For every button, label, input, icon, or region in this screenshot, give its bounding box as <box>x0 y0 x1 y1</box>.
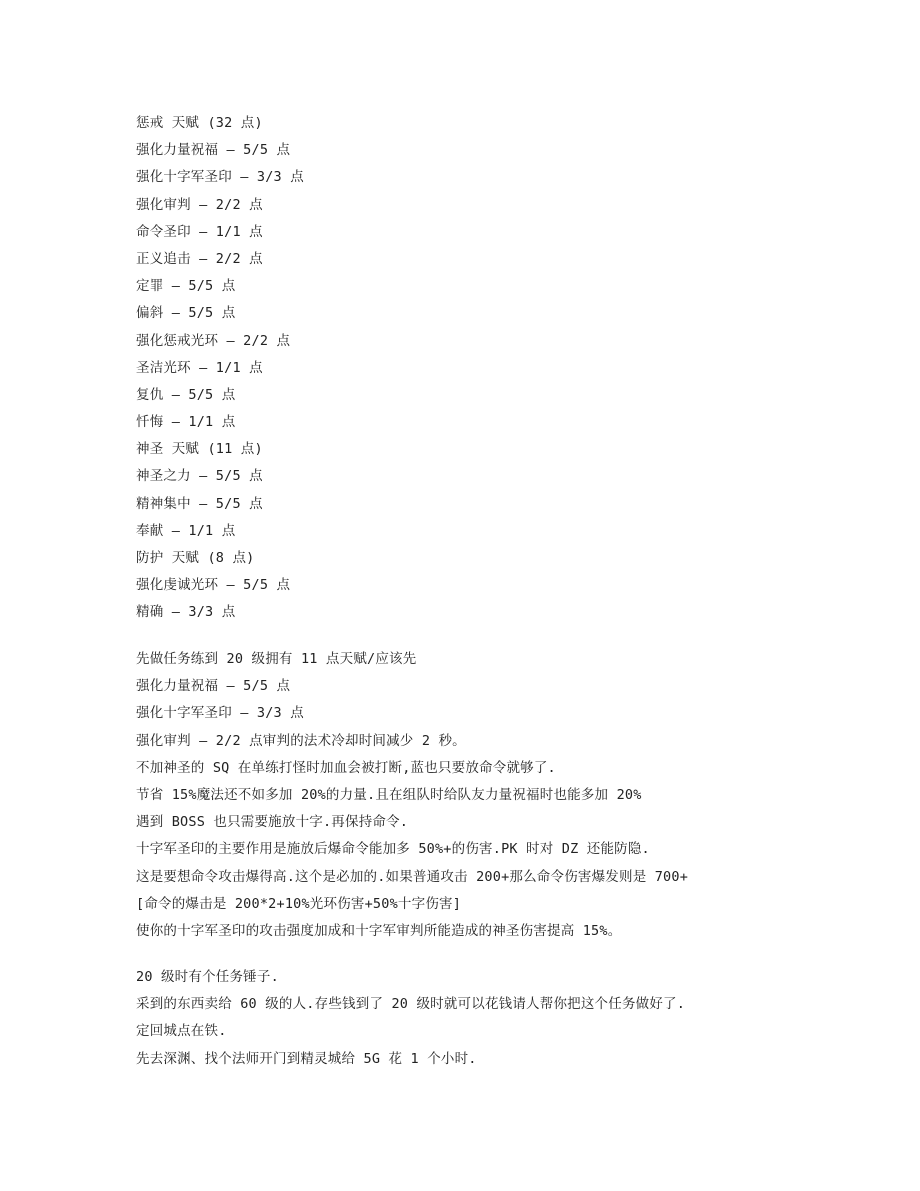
text-line: 强化虔诚光环 – 5/5 点 <box>136 577 291 594</box>
text-line: 命令圣印 – 1/1 点 <box>136 223 263 240</box>
text-line: 精神集中 – 5/5 点 <box>136 495 263 512</box>
text-line: 忏悔 – 1/1 点 <box>136 414 236 431</box>
text-line: 不加神圣的 SQ 在单练打怪时加血会被打断,蓝也只要放命令就够了. <box>136 759 556 776</box>
text-line: 正义追击 – 2/2 点 <box>136 250 263 267</box>
text-line: 强化力量祝福 – 5/5 点 <box>136 678 291 695</box>
text-line: 强化惩戒光环 – 2/2 点 <box>136 332 291 349</box>
text-line: 这是要想命令攻击爆得高.这个是必加的.如果普通攻击 200+那么命令伤害爆发则是 700+ <box>136 868 689 885</box>
text-line: 强化十字军圣印 – 3/3 点 <box>136 705 304 722</box>
text-line: 定罪 – 5/5 点 <box>136 278 236 295</box>
text-line: 先做任务练到 20 级拥有 11 点天赋/应该先 <box>136 651 417 667</box>
section-heading-protection: 防护 天赋 (8 点) <box>136 550 255 566</box>
text-line: 圣洁光环 – 1/1 点 <box>136 359 263 376</box>
text-line: 强化十字军圣印 – 3/3 点 <box>136 169 304 186</box>
text-line: [命令的爆击是 200*2+10%光环伤害+50%十字伤害] <box>136 895 462 912</box>
text-line: 十字军圣印的主要作用是施放后爆命令能加多 50%+的伤害.PK 时对 DZ 还能防隐. <box>136 841 650 858</box>
text-line: 遇到 BOSS 也只需要施放十字.再保持命令. <box>136 814 409 831</box>
section-heading-retribution: 惩戒 天赋 (32 点) <box>136 115 263 131</box>
text-line: 奉献 – 1/1 点 <box>136 522 236 539</box>
text-line: 神圣之力 – 5/5 点 <box>136 468 263 485</box>
text-line: 强化审判 – 2/2 点审判的法术冷却时间减少 2 秒。 <box>136 732 466 749</box>
text-line: 节省 15%魔法还不如多加 20%的力量.且在组队时给队友力量祝福时也能多加 20% <box>136 786 642 803</box>
text-line: 复仇 – 5/5 点 <box>136 386 236 403</box>
text-line: 20 级时有个任务锤子. <box>136 969 279 985</box>
text-line: 精确 – 3/3 点 <box>136 604 236 621</box>
text-line: 定回城点在铁. <box>136 1023 227 1040</box>
text-line: 强化审判 – 2/2 点 <box>136 196 263 213</box>
text-line: 强化力量祝福 – 5/5 点 <box>136 142 291 159</box>
text-line: 偏斜 – 5/5 点 <box>136 305 236 322</box>
section-heading-holy: 神圣 天赋 (11 点) <box>136 441 263 458</box>
text-line: 先去深渊、找个法师开门到精灵城给 5G 花 1 个小时. <box>136 1050 477 1067</box>
text-line: 使你的十字军圣印的攻击强度加成和十字军审判所能造成的神圣伤害提高 15%。 <box>136 922 622 939</box>
quest-notes-section <box>136 964 896 1073</box>
text-line: 采到的东西卖给 60 级的人.存些钱到了 20 级时就可以花钱请人帮你把这个任务做好了. <box>136 996 686 1013</box>
leveling-notes-section <box>136 646 896 945</box>
talent-list-section <box>136 110 896 627</box>
